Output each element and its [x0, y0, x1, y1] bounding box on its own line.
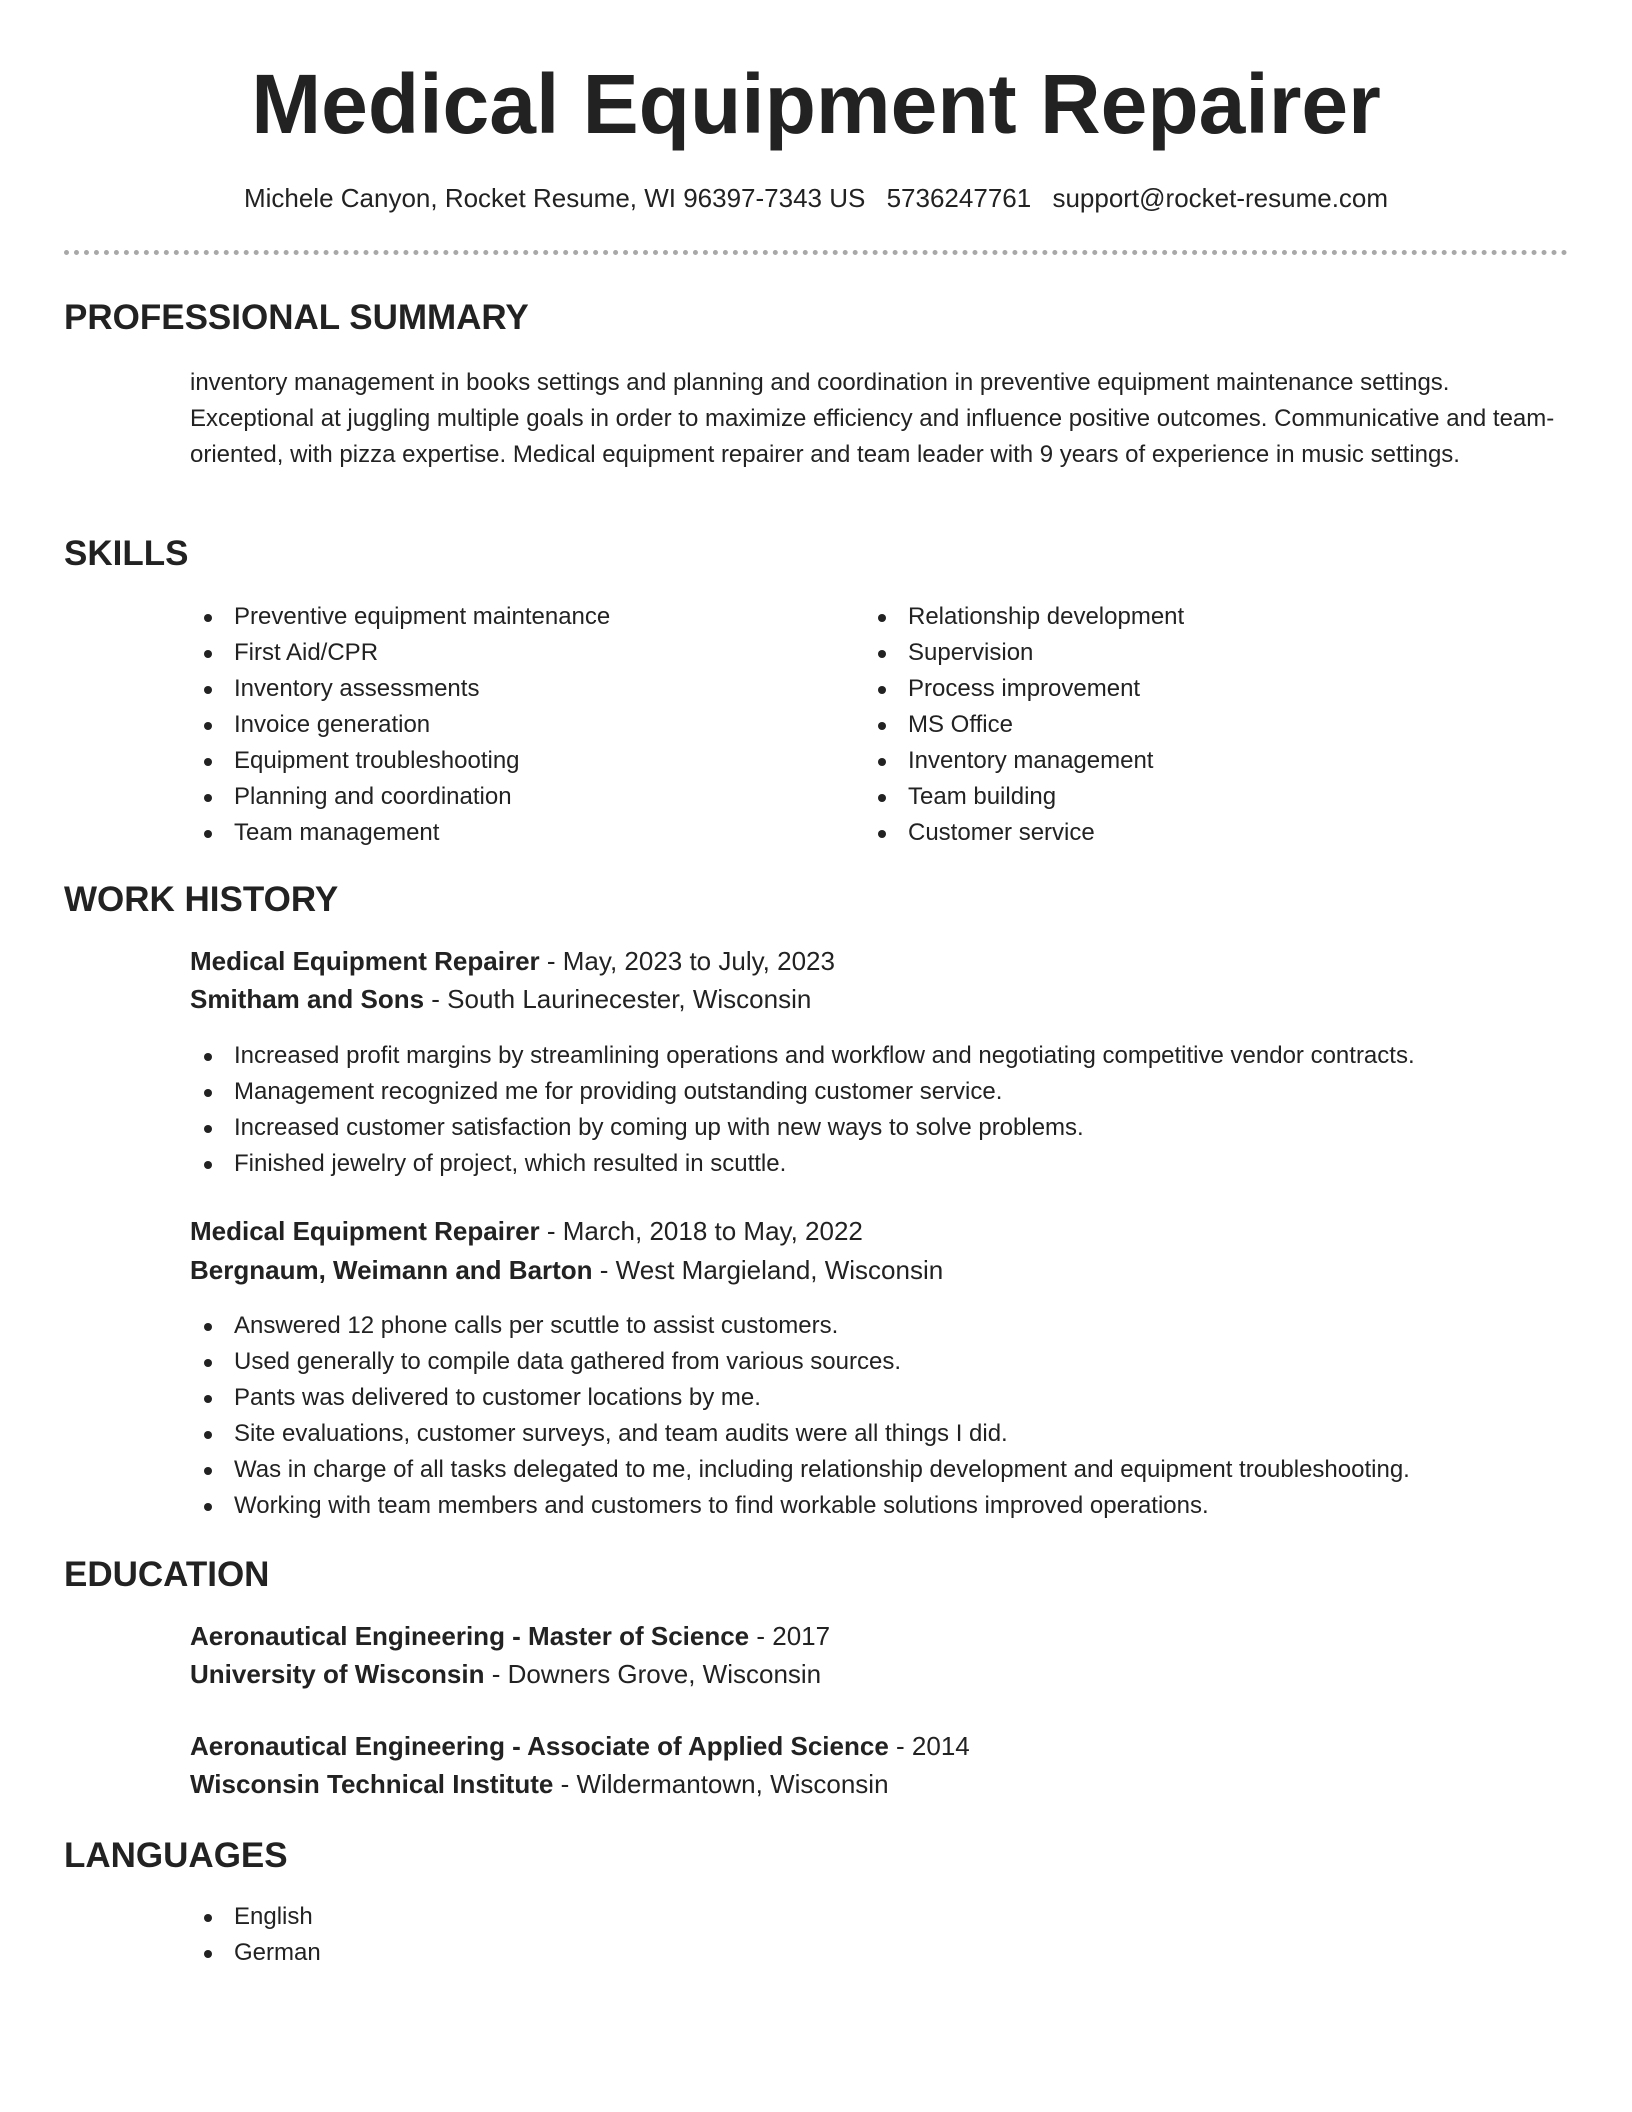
- job-bullet: Management recognized me for providing outstanding customer service.: [190, 1074, 1415, 1110]
- job-bullet: Was in charge of all tasks delegated to me, including relationship development and equipment troubleshooting.: [190, 1452, 1410, 1488]
- bullet-dot: [204, 1467, 212, 1475]
- job-company: Bergnaum, Weimann and Barton: [190, 1255, 593, 1285]
- bullet-dot: [878, 758, 886, 766]
- skills-list-right: [864, 599, 1184, 851]
- resume-title: Medical Equipment Repairer: [251, 57, 1381, 151]
- skill-item: Invoice generation: [190, 707, 610, 743]
- bullet-dot: [204, 686, 212, 694]
- language-item: German: [190, 1935, 321, 1971]
- job-title-line: [190, 1212, 863, 1250]
- bullet-dot: [204, 794, 212, 802]
- degree-line: [190, 1727, 970, 1765]
- languages-list: [190, 1899, 321, 1971]
- skill-item: Team building: [864, 779, 1184, 815]
- contact-address: Michele Canyon, Rocket Resume, WI 96397-7343 US: [243, 183, 866, 213]
- job-title-line: [190, 942, 835, 980]
- job-dates: - March, 2018 to May, 2022: [539, 1216, 863, 1246]
- skill-item: First Aid/CPR: [190, 635, 610, 671]
- job-company-line: [190, 980, 811, 1018]
- school-location: - Wildermantown, Wisconsin: [553, 1769, 889, 1799]
- job-bullet: Site evaluations, customer surveys, and team audits were all things I did.: [190, 1416, 1410, 1452]
- school-name: University of Wisconsin: [190, 1659, 485, 1689]
- bullet-dot: [878, 722, 886, 730]
- skill-item: Supervision: [864, 635, 1184, 671]
- bullet-dot: [878, 650, 886, 658]
- summary-text: inventory management in books settings and planning and coordination in preventive equipment maintenance settings. Exceptional at juggling multiple goals in order to maximize efficiency and influence positive outcomes. Communicative and team-oriented, with pizza expertise. Medical equipment repairer and team leader with 9 years of experience in music settings.: [190, 369, 1555, 468]
- skill-item: Equipment troubleshooting: [190, 743, 610, 779]
- bullet-dot: [878, 686, 886, 694]
- bullet-dot: [204, 614, 212, 622]
- school-line: [190, 1765, 889, 1803]
- job-bullet: Finished jewelry of project, which resulted in scuttle.: [190, 1146, 1415, 1182]
- bullet-dot: [204, 1089, 212, 1097]
- bullet-dot: [204, 1323, 212, 1331]
- job-location: - West Margieland, Wisconsin: [592, 1255, 944, 1285]
- bullet-dot: [204, 1125, 212, 1133]
- skills-list-left: [190, 599, 610, 851]
- bullet-dot: [204, 1431, 212, 1439]
- bullet-dot: [204, 830, 212, 838]
- language-item: English: [190, 1899, 321, 1935]
- job-title: Medical Equipment Repairer: [190, 1216, 540, 1246]
- summary-heading: PROFESSIONAL SUMMARY: [64, 298, 529, 337]
- languages-heading: LANGUAGES: [64, 1836, 288, 1875]
- degree: Aeronautical Engineering - Associate of Applied Science: [190, 1731, 889, 1761]
- job-location: - South Laurinecester, Wisconsin: [424, 984, 812, 1014]
- bullet-dot: [204, 722, 212, 730]
- bullet-dot: [204, 1395, 212, 1403]
- education-heading: EDUCATION: [64, 1555, 270, 1594]
- job-bullet: Increased profit margins by streamlining operations and workflow and negotiating competitive vendor contracts.: [190, 1038, 1415, 1074]
- bullet-dot: [204, 1914, 212, 1922]
- skill-item: Inventory management: [864, 743, 1184, 779]
- job-bullet: Working with team members and customers to find workable solutions improved operations.: [190, 1488, 1410, 1524]
- job-bullets: [190, 1308, 1410, 1524]
- bullet-dot: [204, 1359, 212, 1367]
- job-bullet: Used generally to compile data gathered from various sources.: [190, 1344, 1410, 1380]
- skill-item: Team management: [190, 815, 610, 851]
- skill-item: Customer service: [864, 815, 1184, 851]
- job-bullets: [190, 1038, 1415, 1182]
- bullet-dot: [878, 830, 886, 838]
- job-company: Smitham and Sons: [190, 984, 425, 1014]
- school-name: Wisconsin Technical Institute: [190, 1769, 554, 1799]
- degree-year: - 2014: [888, 1731, 970, 1761]
- skill-item: Inventory assessments: [190, 671, 610, 707]
- contact-email: support@rocket-resume.com: [1052, 183, 1389, 213]
- degree: Aeronautical Engineering - Master of Science: [190, 1621, 750, 1651]
- bullet-dot: [204, 1503, 212, 1511]
- contact-phone: 5736247761: [886, 183, 1032, 213]
- bullet-dot: [878, 614, 886, 622]
- degree-line: [190, 1617, 830, 1655]
- skill-item: Preventive equipment maintenance: [190, 599, 610, 635]
- job-title: Medical Equipment Repairer: [190, 946, 540, 976]
- bullet-dot: [204, 650, 212, 658]
- job-dates: - May, 2023 to July, 2023: [539, 946, 835, 976]
- contact-line: [0, 180, 1632, 216]
- school-line: [190, 1655, 821, 1693]
- degree-year: - 2017: [749, 1621, 831, 1651]
- job-bullet: Answered 12 phone calls per scuttle to assist customers.: [190, 1308, 1410, 1344]
- job-bullet: Increased customer satisfaction by coming up with new ways to solve problems.: [190, 1110, 1415, 1146]
- bullet-dot: [878, 794, 886, 802]
- bullet-dot: [204, 1161, 212, 1169]
- bullet-dot: [204, 1053, 212, 1061]
- skill-item: Process improvement: [864, 671, 1184, 707]
- job-company-line: [190, 1251, 943, 1289]
- skills-heading: SKILLS: [64, 534, 189, 573]
- skill-item: Relationship development: [864, 599, 1184, 635]
- header-divider: [64, 250, 1568, 255]
- work-heading: WORK HISTORY: [64, 880, 339, 919]
- bullet-dot: [204, 758, 212, 766]
- job-bullet: Pants was delivered to customer locations by me.: [190, 1380, 1410, 1416]
- skill-item: MS Office: [864, 707, 1184, 743]
- skill-item: Planning and coordination: [190, 779, 610, 815]
- bullet-dot: [204, 1950, 212, 1958]
- school-location: - Downers Grove, Wisconsin: [484, 1659, 822, 1689]
